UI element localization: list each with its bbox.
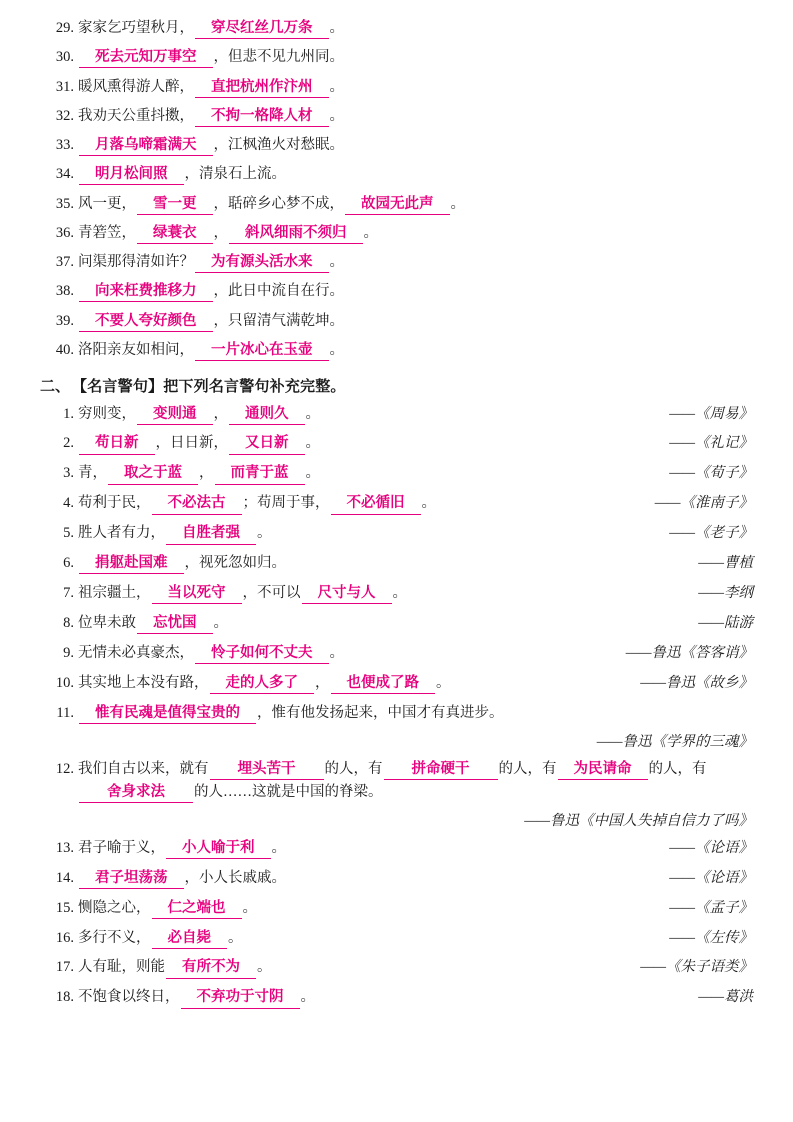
item-number: 32. xyxy=(55,107,74,124)
poem-line-content xyxy=(78,164,753,186)
static-text: ，视死忽如归。 xyxy=(184,555,286,572)
static-text: ，此日中流自在行。 xyxy=(213,283,344,300)
static-text: 。 xyxy=(305,405,320,422)
quote-item xyxy=(40,897,753,919)
poem-line-content xyxy=(78,47,753,69)
answer-blank[interactable]: 故园无此声 xyxy=(345,195,450,215)
item-number: 29. xyxy=(55,20,74,36)
answer-blank[interactable]: 向来枉费推移力 xyxy=(79,282,213,302)
quote-item xyxy=(40,927,753,949)
static-text: ，小人长戚戚。 xyxy=(184,869,286,886)
quote-source: ——《荀子》 xyxy=(669,465,753,482)
answer-blank[interactable]: 自胜者强 xyxy=(166,524,256,544)
poem-line xyxy=(40,311,753,333)
item-number: 17. xyxy=(55,959,74,976)
static-text: 。 xyxy=(213,615,228,632)
static-text: 。 xyxy=(228,929,243,946)
item-number: 30. xyxy=(55,49,74,66)
static-text: 。 xyxy=(305,435,320,452)
answer-blank[interactable]: 怜子如何不丈夫 xyxy=(195,644,329,664)
static-text: 。 xyxy=(257,525,272,542)
item-number: 5. xyxy=(63,525,74,542)
section-title: 【名言警句】把下列名言警句补充完整。 xyxy=(72,378,346,395)
static-text: 的人……这就是中国的脊梁。 xyxy=(194,783,383,800)
item-number: 36. xyxy=(55,224,74,241)
item-number: 10. xyxy=(55,675,74,692)
answer-blank[interactable]: 穿尽红丝几万条 xyxy=(195,19,329,39)
quote-item xyxy=(40,522,753,544)
static-text: 。 xyxy=(329,78,344,95)
section-heading-2 xyxy=(40,375,753,396)
poem-line-content xyxy=(78,106,753,128)
quote-content xyxy=(78,927,669,949)
quote-source: ——《论语》 xyxy=(669,869,753,886)
quote-source: ——葛洪 xyxy=(698,989,753,1006)
poem-fill-in-list xyxy=(40,18,753,362)
quote-item xyxy=(40,582,753,604)
static-text: 我们自古以来，就有 xyxy=(78,761,209,778)
answer-blank[interactable]: 变则通 xyxy=(137,405,213,425)
static-text: 人有耻，则能 xyxy=(78,959,165,976)
poem-line xyxy=(40,223,753,245)
static-text: ， xyxy=(213,405,228,422)
quote-content xyxy=(78,897,669,919)
quote-source: ——《礼记》 xyxy=(669,435,753,452)
static-text: 家家乞巧望秋月， xyxy=(78,20,194,36)
static-text: 无情未必真豪杰， xyxy=(78,645,194,662)
quote-fill-in-list xyxy=(40,403,753,1009)
answer-blank[interactable]: 取之于蓝 xyxy=(108,464,198,484)
poem-line-content xyxy=(78,340,753,362)
static-text: 。 xyxy=(329,341,344,358)
item-number: 12. xyxy=(55,761,74,778)
quote-source: ——曹植 xyxy=(698,555,753,572)
quote-source: ——《孟子》 xyxy=(669,899,753,916)
static-text: 青箬笠， xyxy=(78,224,136,241)
poem-line xyxy=(40,252,753,274)
static-text: 祖宗疆土， xyxy=(78,585,151,602)
poem-line xyxy=(40,135,753,157)
static-text: ，江枫渔火对愁眠。 xyxy=(213,137,344,153)
static-text: 。 xyxy=(392,585,407,602)
answer-blank[interactable]: 雪一更 xyxy=(137,195,213,215)
static-text: 问渠那得清如许？ xyxy=(78,254,194,270)
quote-item xyxy=(40,492,753,514)
static-text: ， xyxy=(315,675,330,692)
static-text: 位卑未敢 xyxy=(78,615,136,632)
answer-blank[interactable]: 死去元知万事空 xyxy=(79,48,213,68)
static-text: 。 xyxy=(300,989,315,1006)
item-number: 7. xyxy=(63,585,74,602)
item-number: 35. xyxy=(55,195,74,212)
item-number: 16. xyxy=(55,929,74,946)
answer-blank[interactable]: 苟日新 xyxy=(79,434,155,454)
quote-item xyxy=(40,867,753,889)
quote-content xyxy=(78,552,698,574)
item-number: 4. xyxy=(63,495,74,512)
answer-blank[interactable]: 通则久 xyxy=(229,405,305,425)
item-number: 14. xyxy=(55,869,74,886)
static-text: ，但悲不见九州同。 xyxy=(213,49,344,66)
static-text: 。 xyxy=(450,195,465,212)
static-text: ， xyxy=(199,465,214,482)
quote-item xyxy=(40,956,753,978)
poem-line xyxy=(40,194,753,216)
quote-item xyxy=(40,758,753,829)
quote-item xyxy=(40,612,753,634)
static-text: 。 xyxy=(421,495,436,512)
quote-content xyxy=(78,672,640,694)
quote-source: ——《周易》 xyxy=(669,405,753,422)
answer-blank[interactable]: 当以死守 xyxy=(152,584,242,604)
static-text: 穷则变， xyxy=(78,405,136,422)
static-text: ，清泉石上流。 xyxy=(184,166,286,183)
quote-item xyxy=(40,552,753,574)
poem-line xyxy=(40,77,753,99)
answer-blank[interactable]: 为民请命 xyxy=(558,760,648,780)
static-text: 。 xyxy=(257,959,272,976)
answer-blank[interactable]: 走的人多了 xyxy=(210,674,315,694)
quote-item xyxy=(40,432,753,454)
poem-line-content xyxy=(78,252,753,274)
answer-blank[interactable]: 有所不为 xyxy=(166,958,256,978)
static-text: 。 xyxy=(305,465,320,482)
static-text: 苟利于民， xyxy=(78,495,151,512)
answer-blank[interactable]: 舍身求法 xyxy=(79,783,193,803)
poem-line-content xyxy=(78,223,753,245)
answer-blank[interactable]: 忘忧国 xyxy=(137,614,213,634)
quote-item xyxy=(40,462,753,484)
answer-blank[interactable]: 不拘一格降人材 xyxy=(195,107,329,127)
static-text: ，聒碎乡心梦不成， xyxy=(213,195,344,212)
static-text: 的人，有 xyxy=(324,761,383,778)
answer-blank[interactable]: 不必法古 xyxy=(152,494,242,514)
quote-content xyxy=(78,462,669,484)
static-text: ，日日新， xyxy=(155,435,228,452)
poem-line-content xyxy=(78,194,753,216)
static-text: 的人，有 xyxy=(648,761,707,778)
quote-content xyxy=(78,956,640,978)
static-text: 恻隐之心， xyxy=(78,899,151,916)
answer-blank[interactable]: 不必循旧 xyxy=(331,494,421,514)
answer-blank[interactable]: 又日新 xyxy=(229,434,305,454)
static-text: 君子喻于义， xyxy=(78,839,165,856)
static-text: ，惟有他发扬起来，中国才有真进步。 xyxy=(257,705,504,722)
quote-content xyxy=(78,403,669,425)
poem-line xyxy=(40,340,753,362)
answer-blank[interactable]: 而青于蓝 xyxy=(215,464,305,484)
poem-line xyxy=(40,164,753,186)
static-text: 多行不义， xyxy=(78,929,151,946)
static-text: 。 xyxy=(329,20,344,36)
quote-source: ——《左传》 xyxy=(669,929,753,946)
answer-blank[interactable]: 月落乌啼霜满天 xyxy=(79,136,213,156)
item-number: 37. xyxy=(55,254,74,270)
quote-source: ——《淮南子》 xyxy=(654,495,753,512)
static-text: 其实地上本没有路， xyxy=(78,675,209,692)
item-number: 8. xyxy=(63,615,74,632)
quote-content xyxy=(78,612,698,634)
static-text: 。 xyxy=(329,254,344,270)
quote-source: ——陆游 xyxy=(698,615,753,632)
quote-content xyxy=(78,642,626,664)
poem-line xyxy=(40,47,753,69)
static-text: ；苟周于事， xyxy=(242,495,330,512)
item-number: 38. xyxy=(55,283,74,300)
quote-source: ——鲁迅《故乡》 xyxy=(640,675,753,692)
item-number: 1. xyxy=(63,405,74,422)
static-text: 不饱食以终日， xyxy=(78,989,180,1006)
poem-line xyxy=(40,281,753,303)
static-text: 我劝天公重抖擞， xyxy=(78,107,194,124)
item-number: 33. xyxy=(55,137,74,153)
quote-content xyxy=(78,702,753,724)
static-text: 洛阳亲友如相问， xyxy=(78,341,194,358)
answer-blank[interactable]: 捐躯赴国难 xyxy=(79,554,184,574)
answer-blank[interactable]: 绿蓑衣 xyxy=(137,224,213,244)
static-text: 。 xyxy=(329,107,344,124)
quote-content xyxy=(78,986,698,1008)
section-number: 二、 xyxy=(40,378,71,395)
quote-source: ——鲁迅《中国人失掉自信力了吗》 xyxy=(524,812,753,829)
quote-item xyxy=(40,642,753,664)
item-number: 2. xyxy=(63,435,74,452)
static-text: ，只留清气满乾坤。 xyxy=(213,312,344,329)
answer-blank[interactable]: 君子坦荡荡 xyxy=(79,869,184,889)
quote-source: ——《老子》 xyxy=(669,525,753,542)
item-number: 34. xyxy=(55,166,74,183)
quote-content xyxy=(78,758,753,803)
answer-blank[interactable]: 明月松间照 xyxy=(79,165,184,185)
poem-line-content xyxy=(78,77,753,99)
quote-item xyxy=(40,702,753,751)
quote-content xyxy=(78,432,669,454)
quote-source: ——李纲 xyxy=(698,585,753,602)
answer-blank[interactable]: 直把杭州作汴州 xyxy=(195,78,329,98)
item-number: 11. xyxy=(56,705,74,722)
quote-content xyxy=(78,867,669,889)
quote-source: ——鲁迅《答客诮》 xyxy=(625,645,753,662)
quote-content xyxy=(78,582,698,604)
answer-blank[interactable]: 小人喻于利 xyxy=(166,839,271,859)
answer-blank[interactable]: 也便成了路 xyxy=(331,674,436,694)
quote-content xyxy=(78,492,655,514)
answer-blank[interactable]: 尺寸与人 xyxy=(302,584,392,604)
item-number: 18. xyxy=(55,989,74,1006)
item-number: 39. xyxy=(55,312,74,329)
quote-item xyxy=(40,403,753,425)
quote-item xyxy=(40,672,753,694)
answer-blank[interactable]: 必自毙 xyxy=(152,929,228,949)
poem-line xyxy=(40,18,753,40)
item-number: 15. xyxy=(55,899,74,916)
quote-item xyxy=(40,837,753,859)
answer-blank[interactable]: 拼命硬干 xyxy=(384,760,498,780)
item-number: 13. xyxy=(55,839,74,856)
poem-line-content xyxy=(78,281,753,303)
poem-line xyxy=(40,106,753,128)
item-number: 9. xyxy=(63,645,74,662)
item-number: 3. xyxy=(63,465,74,482)
answer-blank[interactable]: 一片冰心在玉壶 xyxy=(195,341,329,361)
static-text: 的人，有 xyxy=(498,761,557,778)
answer-blank[interactable]: 仁之端也 xyxy=(152,899,242,919)
static-text: 。 xyxy=(271,839,286,856)
quote-source: ——《朱子语类》 xyxy=(640,959,753,976)
item-number: 40. xyxy=(55,341,74,358)
answer-blank[interactable]: 埋头苦干 xyxy=(210,760,324,780)
poem-line-content xyxy=(78,311,753,333)
answer-blank[interactable]: 不弃功于寸阴 xyxy=(181,988,300,1008)
answer-blank[interactable]: 斜风细雨不须归 xyxy=(229,224,363,244)
quote-content xyxy=(78,837,669,859)
quote-content xyxy=(78,522,669,544)
answer-blank[interactable]: 为有源头活水来 xyxy=(195,253,329,273)
poem-line-content xyxy=(78,18,753,40)
quote-item xyxy=(40,986,753,1008)
item-number: 31. xyxy=(55,78,74,95)
static-text: 暖风熏得游人醉， xyxy=(78,78,194,95)
quote-source: ——《论语》 xyxy=(669,839,753,856)
static-text: ，不可以 xyxy=(242,585,301,602)
static-text: 。 xyxy=(363,224,378,241)
static-text: 青， xyxy=(78,465,107,482)
static-text: 风一更， xyxy=(78,195,136,212)
poem-line-content xyxy=(78,135,753,157)
static-text: 。 xyxy=(436,675,451,692)
item-number: 6. xyxy=(63,555,74,572)
answer-blank[interactable]: 惟有民魂是值得宝贵的 xyxy=(79,704,256,724)
static-text: 胜人者有力， xyxy=(78,525,165,542)
static-text: ， xyxy=(213,224,228,241)
static-text: 。 xyxy=(329,645,344,662)
static-text: 。 xyxy=(242,899,257,916)
answer-blank[interactable]: 不要人夸好颜色 xyxy=(79,312,213,332)
quote-source: ——鲁迅《学界的三魂》 xyxy=(596,734,753,751)
